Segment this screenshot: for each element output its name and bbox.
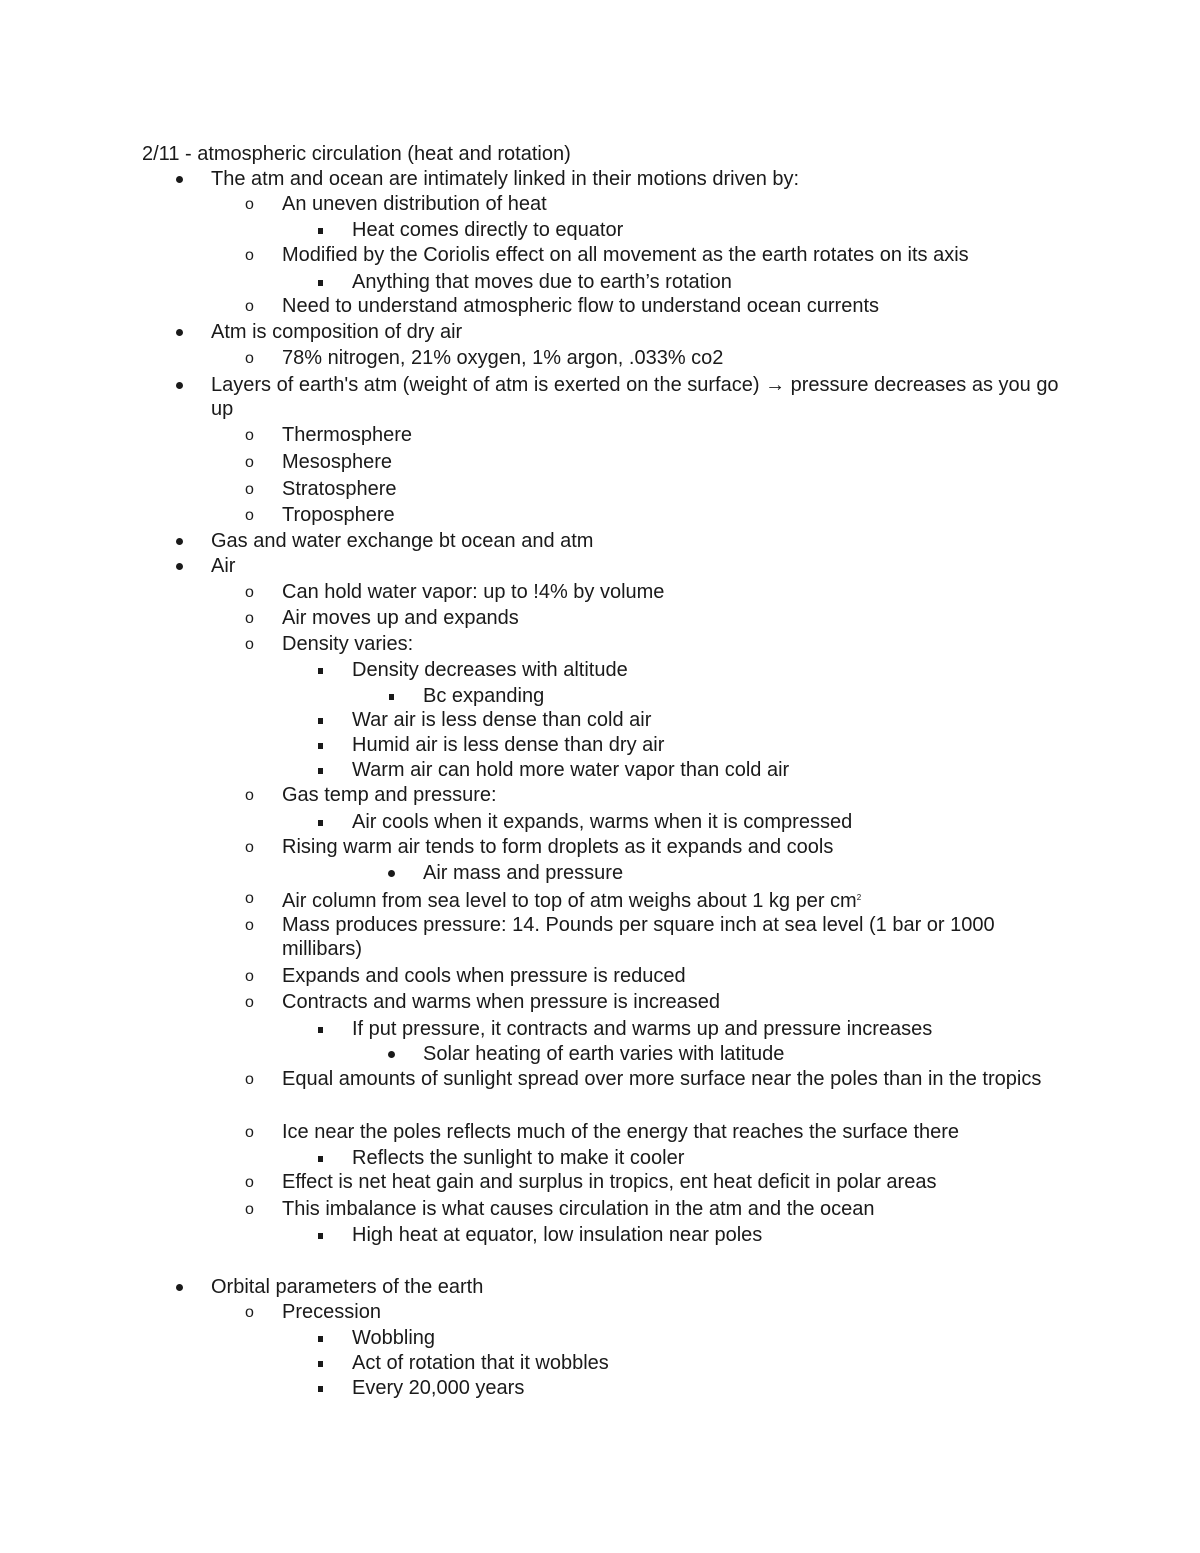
- bullet-circle-icon: o: [245, 994, 254, 1011]
- bullet-circle-icon: o: [245, 1201, 254, 1218]
- bullet-square-icon: [318, 228, 323, 234]
- list-item-text: Equal amounts of sunlight spread over more surface near the poles than in the tropics: [282, 1068, 1042, 1090]
- list-item-text: This imbalance is what causes circulation in the atm and the ocean: [282, 1198, 875, 1220]
- bullet-square-icon: [318, 280, 323, 286]
- bullet-disc-icon: [176, 176, 183, 183]
- superscript: 2: [856, 893, 862, 902]
- bullet-circle-icon: o: [245, 610, 254, 627]
- list-item-text: Wobbling: [352, 1327, 436, 1349]
- bullet-disc-icon: [176, 538, 183, 545]
- list-item-text: An uneven distribution of heat: [282, 193, 547, 215]
- bullet-square-icon: [318, 718, 323, 724]
- bullet-circle-icon: o: [245, 1124, 254, 1141]
- bullet-circle-icon: o: [245, 427, 254, 444]
- bullet-circle-icon: o: [245, 298, 254, 315]
- list-item-text: Air moves up and expands: [282, 607, 519, 629]
- list-item-text: Every 20,000 years: [352, 1377, 525, 1399]
- list-item-text: Mass produces pressure: 14. Pounds per square inch at sea level (1 bar or 1000 millibars): [282, 914, 995, 960]
- list-item-text: Expands and cools when pressure is reduced: [282, 965, 686, 987]
- bullet-square-icon: [318, 1156, 323, 1162]
- bullet-square-icon: [318, 1027, 323, 1033]
- list-item-text: Gas and water exchange bt ocean and atm: [211, 530, 594, 552]
- bullet-circle-icon: o: [245, 917, 254, 934]
- bullet-square-icon: [318, 743, 323, 749]
- list-item-text: Air mass and pressure: [423, 862, 624, 884]
- bullet-disc-icon: [388, 870, 395, 877]
- bullet-circle-icon: o: [245, 1174, 254, 1191]
- page-title: 2/11 - atmospheric circulation (heat and rotation): [142, 143, 571, 165]
- list-item-text: Modified by the Coriolis effect on all movement as the earth rotates on its axis: [282, 244, 969, 266]
- bullet-disc-icon: [176, 563, 183, 570]
- list-item-text: Ice near the poles reflects much of the energy that reaches the surface there: [282, 1121, 960, 1143]
- bullet-square-icon: [318, 768, 323, 774]
- list-item-text: Act of rotation that it wobbles: [352, 1352, 609, 1374]
- list-item-text: Troposphere: [282, 504, 395, 526]
- bullet-circle-icon: o: [245, 968, 254, 985]
- bullet-square-icon: [318, 1361, 323, 1367]
- bullet-circle-icon: o: [245, 839, 254, 856]
- bullet-circle-icon: o: [245, 584, 254, 601]
- bullet-square-icon: [318, 1336, 323, 1342]
- list-item-text: Heat comes directly to equator: [352, 219, 624, 241]
- list-item-text: Thermosphere: [282, 424, 413, 446]
- bullet-disc-icon: [388, 1051, 395, 1058]
- list-item-text: Air: [211, 555, 236, 577]
- list-item-text: Air column from sea level to top of atm weighs about 1 kg per $cm^2$: [282, 890, 862, 912]
- list-item-text: Warm air can hold more water vapor than cold air: [352, 759, 790, 781]
- bullet-disc-icon: [176, 382, 183, 389]
- list-item-text: Contracts and warms when pressure is increased: [282, 991, 720, 1013]
- bullet-circle-icon: o: [245, 787, 254, 804]
- list-item-text: Bc expanding: [423, 685, 545, 707]
- bullet-disc-icon: [176, 1284, 183, 1291]
- list-item-text: War air is less dense than cold air: [352, 709, 652, 731]
- list-item-text: The atm and ocean are intimately linked in their motions driven by:: [211, 168, 800, 190]
- list-item-text: Anything that moves due to earth’s rotation: [352, 271, 732, 293]
- list-item-text: Rising warm air tends to form droplets as it expands and cools: [282, 836, 834, 858]
- list-item-text: If put pressure, it contracts and warms up and pressure increases: [352, 1018, 933, 1040]
- bullet-circle-icon: o: [245, 350, 254, 367]
- list-item-text: Need to understand atmospheric flow to understand ocean currents: [282, 295, 880, 317]
- list-item-text: Precession: [282, 1301, 381, 1323]
- bullet-square-icon: [389, 694, 394, 700]
- bullet-circle-icon: o: [245, 1304, 254, 1321]
- bullet-circle-icon: o: [245, 636, 254, 653]
- list-item-text: Atm is composition of dry air: [211, 321, 463, 343]
- bullet-circle-icon: o: [245, 890, 254, 907]
- bullet-square-icon: [318, 1233, 323, 1239]
- list-item-text: Reflects the sunlight to make it cooler: [352, 1147, 685, 1169]
- bullet-square-icon: [318, 1386, 323, 1392]
- bullet-circle-icon: o: [245, 507, 254, 524]
- bullet-circle-icon: o: [245, 247, 254, 264]
- list-item-text: High heat at equator, low insulation near poles: [352, 1224, 763, 1246]
- list-item-text: Stratosphere: [282, 478, 397, 500]
- bullet-circle-icon: o: [245, 481, 254, 498]
- list-item-text: Effect is net heat gain and surplus in tropics, ent heat deficit in polar areas: [282, 1171, 937, 1193]
- bullet-square-icon: [318, 668, 323, 674]
- list-item-text: Density varies:: [282, 633, 414, 655]
- list-item-text: Can hold water vapor: up to !4% by volume: [282, 581, 665, 603]
- list-item-text: Solar heating of earth varies with latitude: [423, 1043, 785, 1065]
- list-item-text: Mesosphere: [282, 451, 393, 473]
- list-item-text: 78% nitrogen, 21% oxygen, 1% argon, .033% co2: [282, 347, 724, 369]
- list-item-text: Density decreases with altitude: [352, 659, 628, 681]
- list-item-text: Air cools when it expands, warms when it is compressed: [352, 811, 853, 833]
- list-item-text: Humid air is less dense than dry air: [352, 734, 665, 756]
- bullet-circle-icon: o: [245, 1071, 254, 1088]
- list-item-text: Orbital parameters of the earth: [211, 1276, 484, 1298]
- bullet-circle-icon: o: [245, 454, 254, 471]
- list-item-text: Layers of earth's atm (weight of atm is exerted on the surface) → pressure decreases as you go up: [211, 374, 1059, 420]
- bullet-disc-icon: [176, 329, 183, 336]
- bullet-square-icon: [318, 820, 323, 826]
- list-item-text: Gas temp and pressure:: [282, 784, 497, 806]
- bullet-circle-icon: o: [245, 196, 254, 213]
